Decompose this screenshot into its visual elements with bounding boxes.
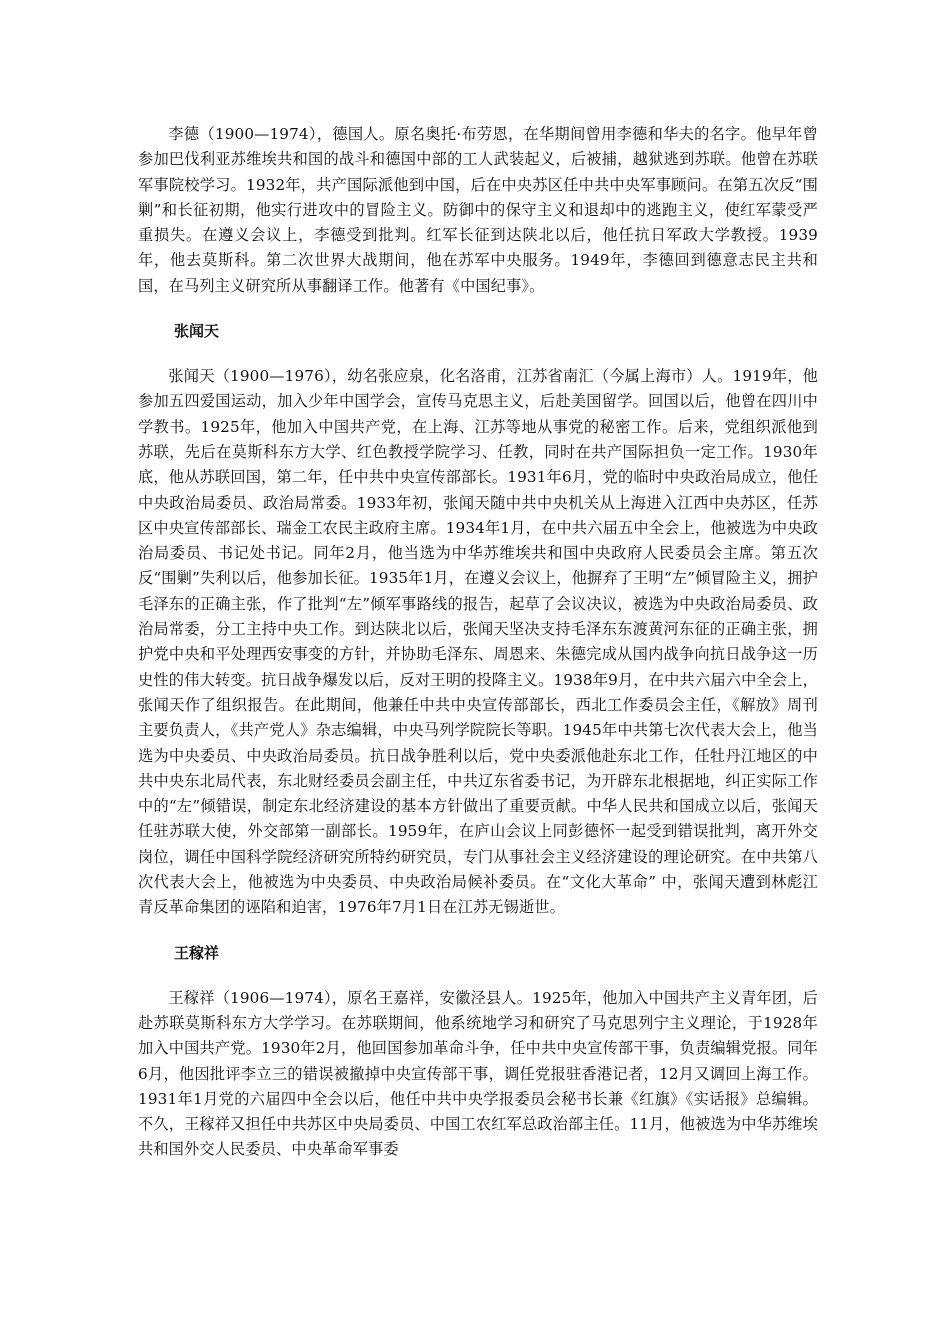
spacer bbox=[138, 299, 818, 319]
spacer bbox=[138, 344, 818, 364]
heading-zhang-wentian: 张闻天 bbox=[174, 322, 220, 341]
spacer bbox=[138, 966, 818, 986]
document-page bbox=[138, 122, 818, 1163]
paragraph-zhang-wentian: 张闻天（1900—1976），幼名张应泉，化名洛甫，江苏省南汇（今属上海市）人。1919年，他参加五四爱国运动，加入少年中国学会，宣传马克思主义，后赴美国留学。回国以后，他曾在四川中学教书。1925年，他加入中国共产党，在上海、江苏等地从事党的秘密工作。后来，党组织派他到苏联，先后在莫斯科东方大学、红色教授学院学习、任教，同时在共产国际担负一定工作。1930年底，他从苏联回国，第二年，任中共中央宣传部部长。1931年6月，党的临时中央政治局成立，他任中央政治局委员、政治局常委。1933年初，张闻天随中共中央机关从上海进入江西中央苏区，任苏区中央宣传部部长、瑞金工农民主政府主席。1934年1月，在中共六届五中全会上，他被选为中央政治局委员、书记处书记。同年2月，他当选为中华苏维埃共和国中央政府人民委员会主席。第五次反“围剿”失利以后，他参加长征。1935年1月，在遵义会议上，他摒弃了王明“左”倾冒险主义，拥护毛泽东的正确主张，作了批判“左”倾军事路线的报告，起草了会议决议，被选为中央政治局委员、政治局常委，分工主持中央工作。到达陕北以后，张闻天坚决支持毛泽东东渡黄河东征的正确主张，拥护党中央和平处理西安事变的方针，并协助毛泽东、周恩来、朱德完成从国内战争向抗日战争这一历史性的伟大转变。抗日战争爆发以后，反对王明的投降主义。1938年9月，在中共六届六中全会上，张闻天作了组织报告。在此期间，他兼任中共中央宣传部部长，西北工作委员会主任，《解放》周刊主要负责人，《共产党人》杂志编辑，中央马列学院院长等职。1945年中共第七次代表大会上，他当选为中央委员、中央政治局委员。抗日战争胜利以后，党中央委派他赴东北工作，任牡丹江地区的中共中央东北局代表，东北财经委员会副主任，中共辽东省委书记，为开辟东北根据地，纠正实际工作中的“左”倾错误，制定东北经济建设的基本方针做出了重要贡献。中华人民共和国成立以后，张闻天任驻苏联大使，外交部第一副部长。1959年，在庐山会议上同彭德怀一起受到错误批判，离开外交岗位，调任中国科学院经济研究所特约研究员，专门从事社会主义经济建设的理论研究。在中共第八次代表大会上，他被选为中央委员、中央政治局候补委员。在“文化大革命” 中，张闻天遭到林彪江青反革命集团的诬陷和迫害，1976年7月1日在江苏无锡逝世。 bbox=[138, 367, 818, 917]
spacer bbox=[138, 921, 818, 941]
paragraph-li-de: 李德（1900—1974），德国人。原名奥托·布劳恩，在华期间曾用李德和华夫的名字。他早年曾参加巴伐利亚苏维埃共和国的战斗和德国中部的工人武装起义，后被捕，越狱逃到苏联。他曾在苏联军事院校学习。1932年，共产国际派他到中国，后在中央苏区任中共中央军事顾问。在第五次反“围剿”和长征初期，他实行进攻中的冒险主义。防御中的保守主义和退却中的逃跑主义，使红军蒙受严重损失。在遵义会议上，李德受到批判。红军长征到达陕北以后，他任抗日军政大学教授。1939年，他去莫斯科。第二次世界大战期间，他在苏军中央服务。1949年，李德回到德意志民主共和国，在马列主义研究所从事翻译工作。他著有《中国纪事》。 bbox=[138, 125, 818, 295]
heading-wang-jiaxiang: 王稼祥 bbox=[174, 943, 220, 962]
paragraph-wang-jiaxiang: 王稼祥（1906—1974），原名王嘉祥，安徽泾县人。1925年，他加入中国共产主义青年团，后赴苏联莫斯科东方大学学习。在苏联期间，他系统地学习和研究了马克思列宁主义理论，于1928年加入中国共产党。1930年2月，他回国参加革命斗争，任中共中央宣传部干事，负责编辑党报。同年6月，他因批评李立三的错误被撤掉中央宣传部干事，调任党报驻香港记者，12月又调回上海工作。1931年1月党的六届四中全会以后，他任中共中央学报委员会秘书长兼《红旗》《实话报》总编辑。不久，王稼祥又担任中共苏区中央局委员、中国工农红军总政治部主任。11月，他被选为中华苏维埃共和国外交人民委员、中央革命军事委 bbox=[138, 988, 818, 1159]
